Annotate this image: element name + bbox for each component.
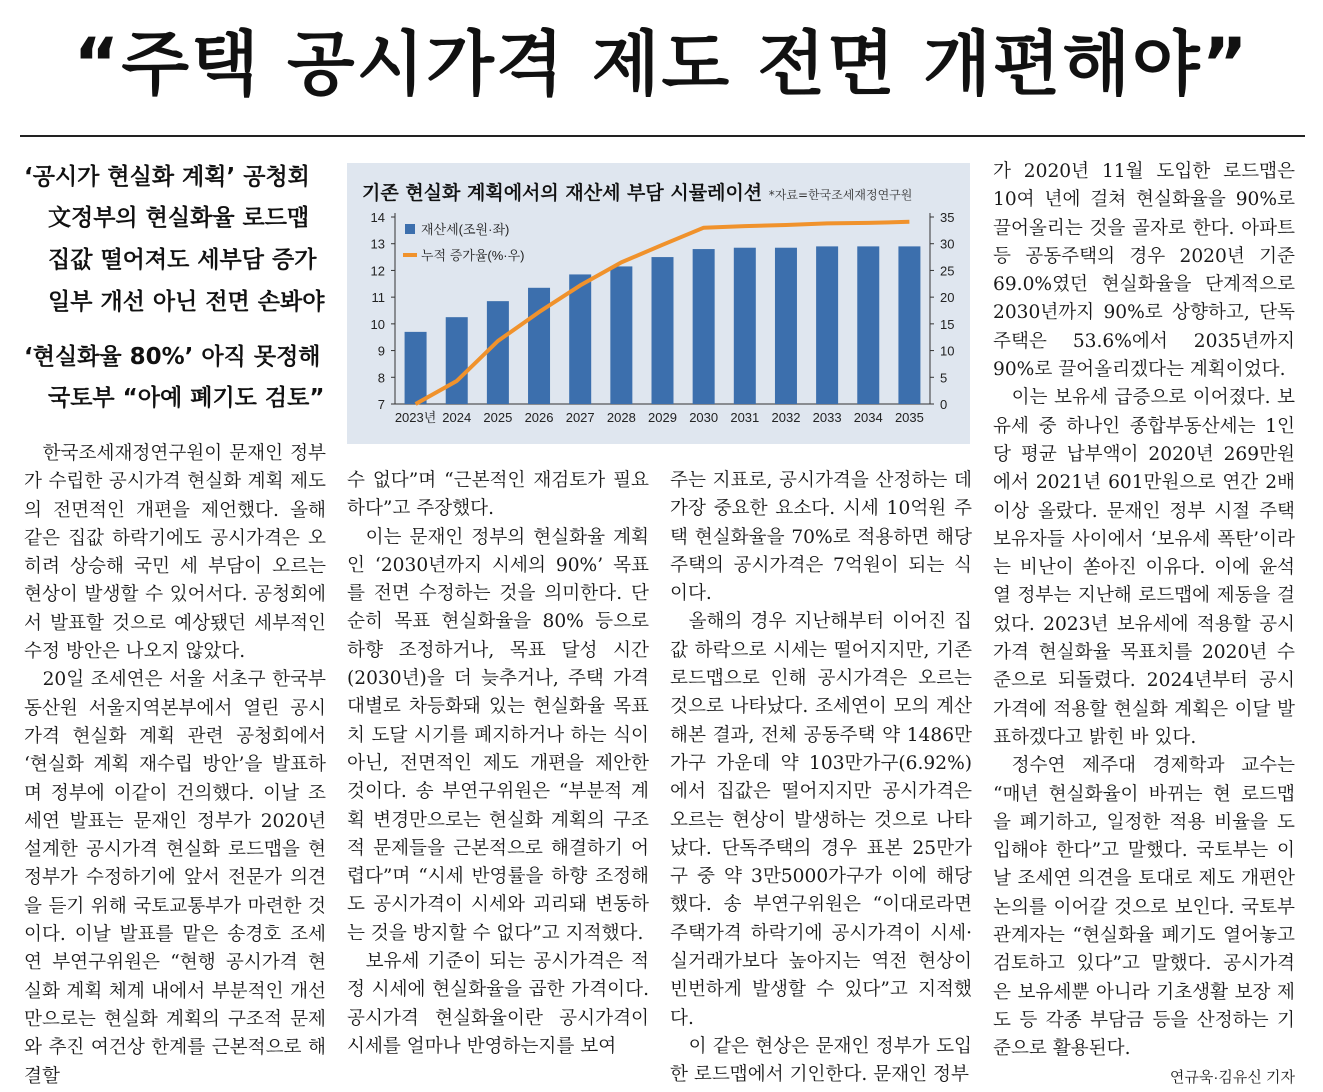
article-paragraph: 20일 조세연은 서울 서초구 한국부동산원 서울지역본부에서 열린 공시가격 현실화 계획 관련 공청회에서 ‘현실화 계획 재수립 방안’을 발표하며 정부에 이같이 건의했다. 이날 조세연 발표는 문재인 정부가 2020년 설계한 공시가격 현실화 로드맵을 현 정부가 수정하기에 앞서 전문가 의견을 듣기 위해 국토교통부가 마련한 것이다. 이날 발표를 맡은 송경호 조세연 부연구위원은 “현행 공시가격 현실화 계획 체계 내에서 부분적인 개선만으로는 현실화 계획의 구조적 문제와 추진 여건상 한계를 근본적으로 해결할: [24, 669, 326, 1087]
x-tick-label: 2032: [771, 410, 801, 425]
bar: [898, 246, 920, 404]
article-column-3: [670, 467, 972, 1090]
legend-swatch-bar: [405, 224, 415, 234]
bar: [610, 266, 632, 404]
right-tick-label: 5: [940, 370, 948, 386]
chart-svg: [347, 163, 970, 444]
bar: [569, 274, 591, 404]
right-tick-label: 15: [940, 316, 955, 332]
left-tick-label: 12: [370, 263, 385, 279]
x-tick-label: 2025: [483, 410, 513, 425]
subhead-label-2: ‘현실화율 80%’ 아직 못정해: [24, 344, 321, 370]
article-column-1: [24, 440, 326, 1091]
article-paragraph: 한국조세재정연구원이 문재인 정부가 수립한 공시가격 현실화 계획 제도의 전면적인 개편을 제언했다. 올해 같은 집값 하락기에도 공시가격은 오히려 상승해 국민 세 부담이 오르는 현상이 발생할 수 있어서다. 공청회에서 발표할 것으로 예상됐던 세부적인 수정 방안은 나오지 않았다.: [24, 443, 326, 663]
article-column-4: [993, 158, 1295, 1092]
subhead-block-1: [24, 158, 324, 323]
right-tick-label: 20: [940, 290, 955, 306]
article-paragraph: 이 같은 현상은 문재인 정부가 도입한 로드맵에서 기인한다. 문재인 정부: [670, 1035, 972, 1086]
article-paragraph: 올해의 경우 지난해부터 이어진 집값 하락으로 시세는 떨어지지만, 기존 로드맵으로 인해 공시가격은 오르는 것으로 나타났다. 조세연이 모의 계산해본 결과, 전체 공동주택 약 1486만가구 가운데 약 103만가구(6.92%)에서 집값은 떨어지지만 공시가격은 오르는 현상이 발생하는 것으로 나타났다. 단독주택의 경우 표본 25만가구 중 약 3만5000가구가 이에 해당했다. 송 부연구위원은 “이대로라면 주택가격 하락기에 공시가격이 시세·실거래가보다 높아지는 역전 현상이 빈번하게 발생할 수 있다”고 지적했다.: [670, 611, 972, 1029]
subhead-label-1: ‘공시가 현실화 계획’ 공청회: [24, 164, 310, 190]
x-tick-label: 2034: [853, 410, 883, 425]
bar: [734, 248, 756, 404]
left-tick-label: 9: [377, 343, 385, 359]
left-tick-label: 10: [370, 316, 385, 332]
subhead-line: 일부 개선 아닌 전면 손봐야: [48, 289, 325, 315]
bar: [857, 246, 879, 404]
article-column-2: [347, 467, 649, 1061]
subhead-line: 文정부의 현실화율 로드맵: [48, 205, 310, 231]
right-tick-label: 35: [940, 210, 955, 225]
left-tick-label: 7: [377, 397, 385, 412]
article-paragraph: 보유세 기준이 되는 공시가격은 적정 시세에 현실화율을 곱한 가격이다. 공시가격 현실화율이란 공시가격이 시세를 얼마나 반영하는지를 보여: [347, 951, 649, 1057]
byline: 연규욱·김유신 기자: [1169, 1068, 1295, 1086]
x-tick-label: 2026: [524, 410, 554, 425]
article-paragraph: 정수연 제주대 경제학과 교수는 “매년 현실화율이 바뀌는 현 로드맵을 폐기하고, 일정한 적용 비율을 도입해야 한다”고 말했다. 국토부는 이날 조세연 의견을 토대로 제도 개편안 논의를 이어갈 것으로 보인다. 국토부 관계자는 “현실화율 폐기도 열어놓고 검토하고 있다”고 말했다. 공시가격은 보유세뿐 아니라 기초생활 보장 제도 등 각종 부담금 등을 산정하는 기준으로 활용된다.: [993, 755, 1295, 1060]
legend-label-bar: 재산세(조원·좌): [421, 222, 510, 237]
right-tick-label: 25: [940, 263, 955, 279]
subhead-line: 국토부 “아예 폐기도 검토”: [48, 385, 325, 411]
x-tick-label: 2028: [606, 410, 636, 425]
bar: [487, 301, 509, 404]
x-tick-label: 2023년: [394, 410, 437, 425]
x-tick-label: 2024: [442, 410, 472, 425]
x-tick-label: 2029: [648, 410, 677, 425]
bar: [405, 332, 427, 404]
left-tick-label: 8: [377, 370, 385, 386]
article-paragraph: 가 2020년 11월 도입한 로드맵은 10여 년에 걸쳐 현실화율을 90%로 끌어올리는 것을 골자로 한다. 아파트 등 공동주택의 경우 2020년 기준 69.0%였던 현실화율을 단계적으로 2030년까지 90%로 상향하고, 단독주택은 53.6%에서 2035년까지 90%로 끌어올리겠다는 계획이었다.: [993, 161, 1295, 381]
right-tick-label: 30: [940, 236, 955, 252]
right-tick-label: 10: [940, 343, 955, 359]
x-tick-label: 2031: [730, 410, 760, 425]
bar: [775, 248, 797, 404]
bar: [446, 317, 468, 404]
left-tick-label: 13: [370, 236, 385, 252]
left-tick-label: 11: [371, 290, 385, 306]
article-paragraph: 주는 지표로, 공시가격을 산정하는 데 가장 중요한 요소다. 시세 10억원 주택 현실화율을 70%로 적용하면 해당 주택의 공시가격은 7억원이 되는 식이다.: [670, 470, 972, 605]
bar: [693, 249, 715, 404]
article-paragraph: 이는 문재인 정부의 현실화율 계획인 ‘2030년까지 시세의 90%’ 목표를 전면 수정하는 것을 의미한다. 단순히 목표 현실화율을 80% 등으로 하향 조정하거나, 목표 달성 시간(2030년)을 더 늦추거나, 주택 가격대별로 차등화돼 있는 현실화율 목표치 도달 시기를 폐지하거나 하는 식이 아닌, 전면적인 제도 개편을 제안한 것이다. 송 부연구위원은 “부분적 계획 변경만으로는 현실화 계획의 구조적 문제들을 근본적으로 해결하기 어렵다”며 “시세 반영률을 하향 조정해도 공시가격이 시세와 괴리돼 변동하는 것을 방지할 수 없다”고 지적했다.: [347, 526, 649, 944]
x-tick-label: 2035: [894, 410, 924, 425]
article-paragraph: 수 없다”며 “근본적인 재검토가 필요하다”고 주장했다.: [347, 470, 649, 520]
bar: [652, 257, 674, 404]
right-tick-label: 0: [940, 397, 948, 412]
left-tick-label: 14: [370, 210, 385, 225]
article-paragraph: 이는 보유세 급증으로 이어졌다. 보유세 중 하나인 종합부동산세는 1인당 평균 납부액이 2020년 269만원에서 2021년 601만원으로 연간 2배 이상 올랐다. 문재인 정부 시절 주택 보유자들 사이에서 ‘보유세 폭탄’이라는 비난이 쏟아진 이유다. 이에 윤석열 정부는 지난해 로드맵에 제동을 걸었다. 2023년 보유세에 적용할 공시가격 현실화율 목표치를 2020년 수준으로 되돌렸다. 2024년부터 공시가격에 적용할 현실화 계획은 이달 발표하겠다고 밝힌 바 있다.: [993, 387, 1295, 748]
subhead-block-2: [24, 338, 324, 419]
chart-source: *자료=한국조세재정연구원: [768, 188, 913, 202]
subhead-line: 집값 떨어져도 세부담 증가: [48, 247, 317, 273]
chart-title-text: 기존 현실화 계획에서의 재산세 부담 시뮬레이션: [362, 182, 763, 204]
x-tick-label: 2027: [565, 410, 595, 425]
headline-rule: [20, 135, 1305, 137]
headline: “주택 공시가격 제도 전면 개편해야”: [73, 23, 1250, 105]
bar: [816, 246, 838, 404]
legend-label-line: 누적 증가율(%·우): [421, 248, 525, 263]
x-tick-label: 2033: [812, 410, 842, 425]
x-tick-label: 2030: [689, 410, 719, 425]
